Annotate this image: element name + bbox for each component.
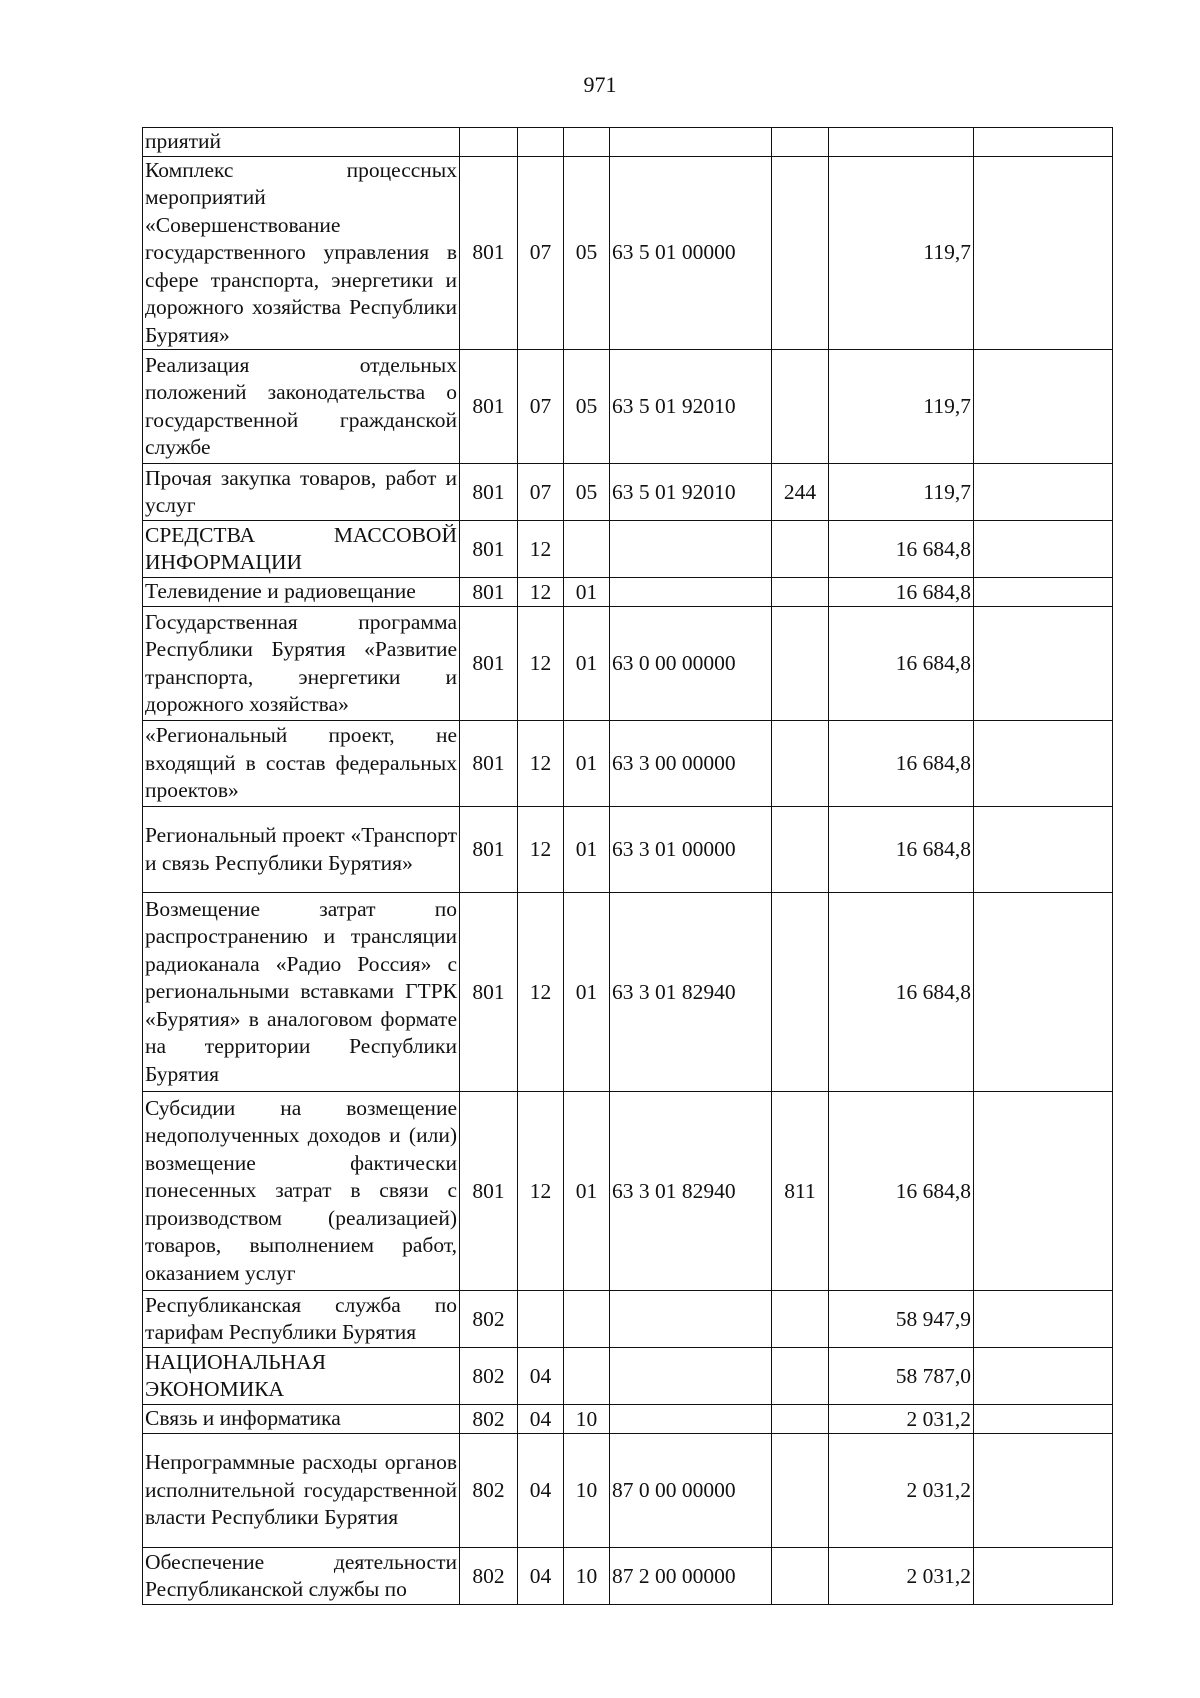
row-expense-type-code [772, 607, 829, 721]
row-subsection-code: 01 [564, 721, 610, 807]
row-subsection-code: 01 [564, 893, 610, 1092]
row-expense-type-code [772, 721, 829, 807]
row-subsection-code: 01 [564, 607, 610, 721]
row-description: «Региональный проект, не входящий в состав федеральных проектов» [143, 721, 460, 807]
row-subsection-code: 05 [564, 156, 610, 350]
table-row [143, 1548, 1113, 1605]
row-expense-type-code [772, 1434, 829, 1548]
row-department-code: 802 [460, 1348, 518, 1405]
row-department-code: 801 [460, 807, 518, 893]
row-target-article-code: 63 3 01 82940 [610, 1092, 772, 1291]
row-section-code: 12 [518, 807, 564, 893]
row-section-code: 04 [518, 1434, 564, 1548]
row-empty-cell [974, 521, 1113, 578]
row-description: Республиканская служба по тарифам Республики Бурятия [143, 1291, 460, 1348]
row-empty-cell [974, 607, 1113, 721]
table-row [143, 128, 1113, 157]
table-row [143, 464, 1113, 521]
row-description: НАЦИОНАЛЬНАЯ ЭКОНОМИКА [143, 1348, 460, 1405]
row-amount: 16 684,8 [829, 893, 974, 1092]
row-department-code: 802 [460, 1548, 518, 1605]
row-amount: 2 031,2 [829, 1548, 974, 1605]
row-subsection-code [564, 1291, 610, 1348]
row-target-article-code: 63 5 01 92010 [610, 350, 772, 464]
row-empty-cell [974, 578, 1113, 607]
table-row [143, 156, 1113, 350]
row-amount: 16 684,8 [829, 607, 974, 721]
row-target-article-code: 87 2 00 00000 [610, 1548, 772, 1605]
row-empty-cell [974, 1548, 1113, 1605]
row-expense-type-code [772, 128, 829, 157]
row-amount: 2 031,2 [829, 1405, 974, 1434]
row-department-code: 802 [460, 1291, 518, 1348]
row-subsection-code [564, 521, 610, 578]
row-description: Реализация отдельных положений законодательства о государственной гражданской службе [143, 350, 460, 464]
row-expense-type-code [772, 893, 829, 1092]
row-department-code: 801 [460, 156, 518, 350]
row-empty-cell [974, 350, 1113, 464]
row-department-code: 801 [460, 464, 518, 521]
budget-table [142, 127, 1113, 1605]
row-department-code: 802 [460, 1405, 518, 1434]
row-description: Субсидии на возмещение недополученных доходов и (или) возмещение фактически понесенных затрат в связи с производством (реализацией) товаров, выполнением работ, оказанием услуг [143, 1092, 460, 1291]
row-amount: 119,7 [829, 156, 974, 350]
row-empty-cell [974, 1348, 1113, 1405]
row-target-article-code: 63 3 00 00000 [610, 721, 772, 807]
row-empty-cell [974, 1092, 1113, 1291]
row-description: Возмещение затрат по распространению и трансляции радиоканала «Радио Россия» с региональными вставками ГТРК «Бурятия» в аналоговом формате на территории Республики Бурятия [143, 893, 460, 1092]
row-department-code [460, 128, 518, 157]
row-amount: 119,7 [829, 350, 974, 464]
row-section-code: 12 [518, 1092, 564, 1291]
row-subsection-code: 01 [564, 1092, 610, 1291]
row-target-article-code: 63 3 01 00000 [610, 807, 772, 893]
row-expense-type-code [772, 1291, 829, 1348]
row-expense-type-code [772, 807, 829, 893]
row-subsection-code: 05 [564, 350, 610, 464]
row-description: приятий [143, 128, 460, 157]
row-department-code: 801 [460, 578, 518, 607]
table-row [143, 350, 1113, 464]
row-amount: 16 684,8 [829, 721, 974, 807]
row-amount: 119,7 [829, 464, 974, 521]
row-description: Связь и информатика [143, 1405, 460, 1434]
row-amount: 2 031,2 [829, 1434, 974, 1548]
row-subsection-code: 10 [564, 1405, 610, 1434]
row-section-code: 07 [518, 350, 564, 464]
row-subsection-code: 05 [564, 464, 610, 521]
row-target-article-code: 63 0 00 00000 [610, 607, 772, 721]
row-department-code: 801 [460, 607, 518, 721]
row-empty-cell [974, 128, 1113, 157]
row-department-code: 801 [460, 521, 518, 578]
row-description: Государственная программа Республики Бурятия «Развитие транспорта, энергетики и дорожного хозяйства» [143, 607, 460, 721]
row-description: Обеспечение деятельности Республиканской службы по [143, 1548, 460, 1605]
row-description: Непрограммные расходы органов исполнительной государственной власти Республики Бурятия [143, 1434, 460, 1548]
row-expense-type-code [772, 1405, 829, 1434]
row-department-code: 801 [460, 893, 518, 1092]
row-target-article-code: 87 0 00 00000 [610, 1434, 772, 1548]
row-amount: 16 684,8 [829, 578, 974, 607]
budget-table-body [143, 128, 1113, 1605]
row-description: СРЕДСТВА МАССОВОЙ ИНФОРМАЦИИ [143, 521, 460, 578]
row-department-code: 801 [460, 721, 518, 807]
table-row [143, 1092, 1113, 1291]
row-amount: 16 684,8 [829, 807, 974, 893]
row-section-code: 12 [518, 578, 564, 607]
row-expense-type-code [772, 1348, 829, 1405]
row-expense-type-code [772, 350, 829, 464]
row-department-code: 801 [460, 350, 518, 464]
table-row [143, 1405, 1113, 1434]
row-section-code: 12 [518, 521, 564, 578]
table-row [143, 1291, 1113, 1348]
row-target-article-code [610, 1348, 772, 1405]
table-row [143, 1434, 1113, 1548]
row-subsection-code: 10 [564, 1434, 610, 1548]
row-section-code: 07 [518, 464, 564, 521]
row-empty-cell [974, 464, 1113, 521]
row-section-code: 12 [518, 721, 564, 807]
row-section-code: 04 [518, 1548, 564, 1605]
row-amount: 16 684,8 [829, 521, 974, 578]
row-subsection-code: 01 [564, 578, 610, 607]
row-expense-type-code [772, 521, 829, 578]
table-row [143, 721, 1113, 807]
row-expense-type-code [772, 1548, 829, 1605]
row-section-code [518, 1291, 564, 1348]
row-empty-cell [974, 807, 1113, 893]
row-section-code: 12 [518, 893, 564, 1092]
row-target-article-code: 63 5 01 92010 [610, 464, 772, 521]
table-row [143, 893, 1113, 1092]
row-subsection-code: 01 [564, 807, 610, 893]
table-row [143, 1348, 1113, 1405]
row-section-code: 07 [518, 156, 564, 350]
row-description: Региональный проект «Транспорт и связь Республики Бурятия» [143, 807, 460, 893]
table-row [143, 607, 1113, 721]
row-department-code: 802 [460, 1434, 518, 1548]
row-target-article-code [610, 1291, 772, 1348]
row-department-code: 801 [460, 1092, 518, 1291]
row-expense-type-code [772, 156, 829, 350]
table-row [143, 578, 1113, 607]
row-expense-type-code: 811 [772, 1092, 829, 1291]
row-section-code: 04 [518, 1348, 564, 1405]
row-empty-cell [974, 1405, 1113, 1434]
row-section-code: 04 [518, 1405, 564, 1434]
row-section-code [518, 128, 564, 157]
row-expense-type-code: 244 [772, 464, 829, 521]
row-target-article-code [610, 1405, 772, 1434]
row-description: Телевидение и радиовещание [143, 578, 460, 607]
row-amount [829, 128, 974, 157]
row-empty-cell [974, 1291, 1113, 1348]
row-target-article-code [610, 521, 772, 578]
row-amount: 58 787,0 [829, 1348, 974, 1405]
row-empty-cell [974, 721, 1113, 807]
row-target-article-code: 63 5 01 00000 [610, 156, 772, 350]
row-subsection-code [564, 1348, 610, 1405]
row-target-article-code [610, 578, 772, 607]
table-row [143, 521, 1113, 578]
row-empty-cell [974, 156, 1113, 350]
row-target-article-code [610, 128, 772, 157]
row-amount: 16 684,8 [829, 1092, 974, 1291]
row-amount: 58 947,9 [829, 1291, 974, 1348]
row-target-article-code: 63 3 01 82940 [610, 893, 772, 1092]
row-empty-cell [974, 1434, 1113, 1548]
row-description: Комплекс процессных мероприятий «Совершенствование государственного управления в сфере транспорта, энергетики и дорожного хозяйства Республики Бурятия» [143, 156, 460, 350]
page-number: 971 [583, 72, 617, 97]
row-subsection-code: 10 [564, 1548, 610, 1605]
row-subsection-code [564, 128, 610, 157]
row-empty-cell [974, 893, 1113, 1092]
table-row [143, 807, 1113, 893]
row-section-code: 12 [518, 607, 564, 721]
row-expense-type-code [772, 578, 829, 607]
row-description: Прочая закупка товаров, работ и услуг [143, 464, 460, 521]
